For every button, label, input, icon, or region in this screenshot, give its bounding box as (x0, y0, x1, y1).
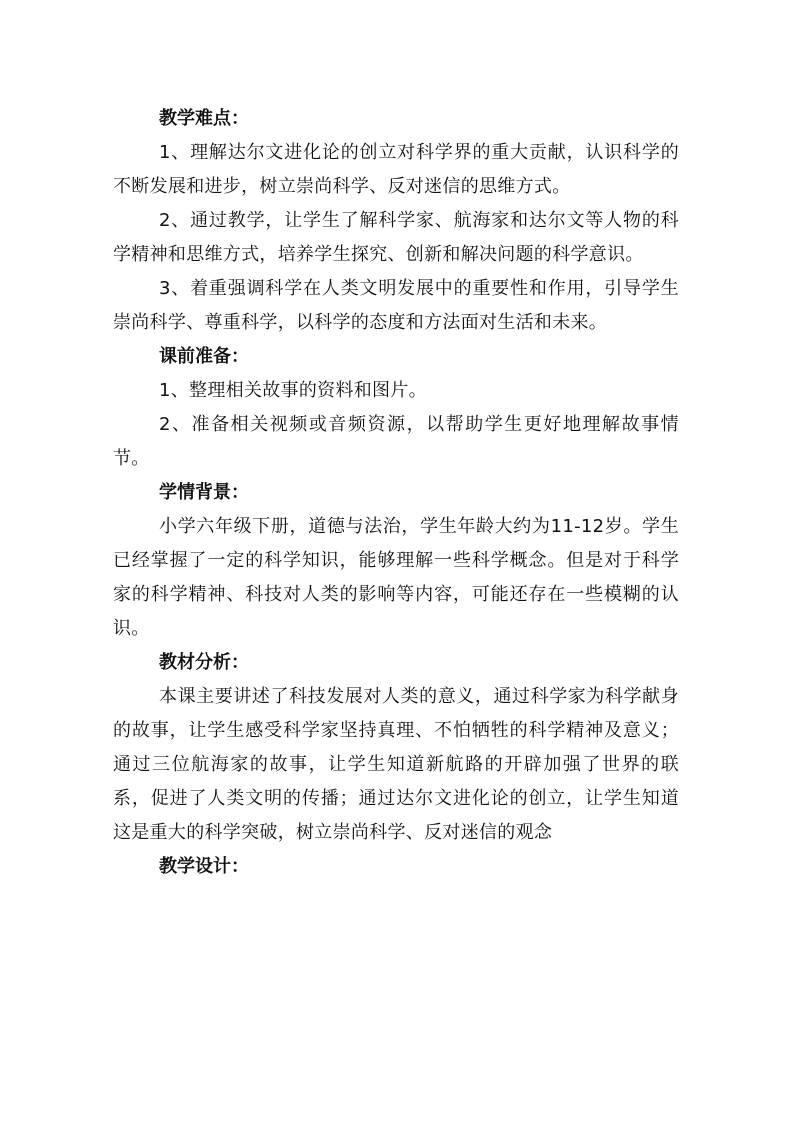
paragraph: 3、着重强调科学在人类文明发展中的重要性和作用，引导学生崇尚科学、尊重科学，以科学的态度和方法面对生活和未来。 (113, 278, 679, 333)
paragraph: 小学六年级下册，道德与法治，学生年龄大约为11-12岁。学生已经掌握了一定的科学知识，能够理解一些科学概念。但是对于科学家的科学精神、科技对人类的影响等内容，可能还存在一些模糊的认识。 (113, 516, 679, 639)
section-heading: 学情背景： (159, 482, 249, 503)
section-heading: 课前准备： (159, 346, 249, 367)
section-heading: 教学难点： (159, 108, 249, 129)
section-preparation (113, 340, 679, 476)
section-student-background (113, 476, 679, 646)
section-heading: 教材分析： (159, 652, 249, 673)
section-heading: 教学设计： (159, 856, 249, 877)
paragraph: 2、准备相关视频或音频资源，以帮助学生更好地理解故事情节。 (113, 414, 679, 469)
section-teaching-difficulties (113, 102, 679, 340)
section-teaching-design (113, 850, 679, 884)
document-body (113, 102, 679, 884)
paragraph: 1、整理相关故事的资料和图片。 (159, 380, 427, 401)
section-textbook-analysis (113, 646, 679, 850)
paragraph: 2、通过教学，让学生了解科学家、航海家和达尔文等人物的科学精神和思维方式，培养学生探究、创新和解决问题的科学意识。 (113, 210, 679, 265)
paragraph: 1、理解达尔文进化论的创立对科学界的重大贡献，认识科学的不断发展和进步，树立崇尚科学、反对迷信的思维方式。 (113, 142, 679, 197)
paragraph: 本课主要讲述了科技发展对人类的意义，通过科学家为科学献身的故事，让学生感受科学家坚持真理、不怕牺牲的科学精神及意义；通过三位航海家的故事，让学生知道新航路的开辟加强了世界的联系，促进了人类文明的传播；通过达尔文进化论的创立，让学生知道这是重大的科学突破，树立崇尚科学、反对迷信的观念 (113, 686, 679, 843)
